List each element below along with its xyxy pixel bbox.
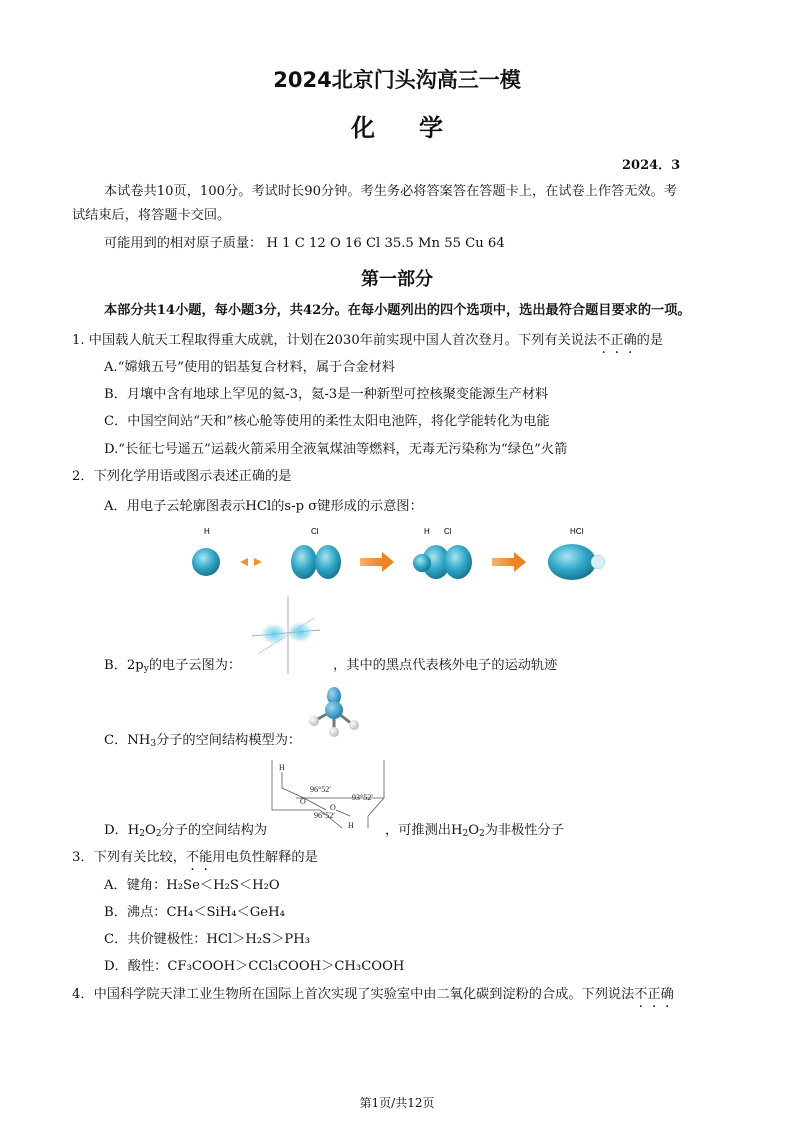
q2-d-suffix-2: 为非极性分子 xyxy=(484,823,564,838)
atomic-masses: 可能用到的相对原子质量： H 1 C 12 O 16 Cl 35.5 Mn 55 Cu 64 xyxy=(104,236,505,251)
q2-d-sub-3: 2 xyxy=(462,829,469,839)
q4-stem-emphasis xyxy=(634,987,674,1002)
emphasis-char-1: 能 xyxy=(199,850,213,865)
q1-stem-emphasis xyxy=(597,333,637,348)
q2-option-d xyxy=(104,821,564,841)
approach-arrows xyxy=(240,558,262,566)
q3-stem-a: 3．下列有关比较， xyxy=(72,850,186,865)
h2o2-angle-1: 96°52′ xyxy=(310,785,331,794)
q3-option-c: C．共价键极性：HCl＞H₂S＞PH₃ xyxy=(104,932,311,947)
h-label: H xyxy=(204,527,210,536)
h-atom-s-orbital xyxy=(192,527,220,576)
q4-stem xyxy=(72,985,674,1005)
q2-b-middle: 的电子云图为： xyxy=(148,658,242,673)
hcl-molecule-orbital xyxy=(548,527,605,580)
q2-d-prefix: D．H xyxy=(104,823,140,838)
part-heading: 第一部分 xyxy=(361,269,433,290)
q3-option-b: B．沸点：CH₄＜SiH₄＜GeH₄ xyxy=(104,905,285,920)
q1-option-d: D.“长征七号遥五”运载火箭采用全液氧煤油等燃料，无毒无污染称为“绿色”火箭 xyxy=(104,442,568,457)
emphasis-char-2: 确 xyxy=(660,987,674,1002)
overlap-orbitals xyxy=(413,527,472,579)
q2-option-b xyxy=(104,656,557,676)
q2-c-suffix: 分子的空间结构模型为： xyxy=(156,733,302,748)
h2o2-o-2: O xyxy=(330,803,336,812)
emphasis-char-0: 不 xyxy=(597,333,611,348)
q1-stem-a: 1. 中国载人航天工程取得重大成就，计划在2030年前实现中国人首次登月。下列有关说法 xyxy=(72,333,598,348)
emphasis-char-0: 不 xyxy=(185,850,200,865)
q1-stem-b: 的是 xyxy=(636,333,664,348)
arrow-1 xyxy=(360,552,394,572)
emphasis-char-1: 正 xyxy=(610,333,624,348)
q3-stem xyxy=(72,848,318,868)
cl-label: Cl xyxy=(311,527,319,536)
subject-title: 化学 xyxy=(351,114,487,142)
q2-option-a: A．用电子云轮廓图表示HCl的s-p σ键形成的示意图： xyxy=(104,499,423,514)
arrow-2 xyxy=(492,552,526,572)
q2-d-sub-2: 2 xyxy=(155,829,162,839)
intro-line-1: 本试卷共10页，100分。考试时长90分钟。考生务必将答案答在答题卡上，在试卷上作答无效。考 xyxy=(104,184,678,199)
intro-line-2: 试结束后，将答题卡交回。 xyxy=(72,208,231,223)
q2-stem: 2．下列化学用语或图示表述正确的是 xyxy=(72,469,292,484)
h2o2-angle-2: 96°52′ xyxy=(314,811,335,820)
q3-option-d: D．酸性：CF₃COOH＞CCl₃COOH＞CH₃COOH xyxy=(104,959,405,974)
q2-b-subscript: y xyxy=(143,664,149,674)
q2-d-o: O xyxy=(145,823,156,838)
h2o2-angle-3: 93°52′ xyxy=(352,793,373,802)
q1-option-c: C．中国空间站“天和”核心舱等使用的柔性太阳电池阵，将化学能转化为电能 xyxy=(104,414,550,429)
cl-atom-p-orbital xyxy=(291,527,341,579)
emphasis-char-2: 确 xyxy=(623,333,637,348)
h2o2-h-bottom: H xyxy=(348,821,354,830)
q3-option-a: A．键角：H₂Se＜H₂S＜H₂O xyxy=(104,878,280,893)
emphasis-char-0: 不 xyxy=(634,987,648,1002)
q1-option-b: B．月壤中含有地球上罕见的氦-3，氦-3是一种新型可控核聚变能源生产材料 xyxy=(104,387,549,402)
q2-c-prefix: C．NH xyxy=(104,733,151,748)
q2-d-middle: 分子的空间结构为 xyxy=(161,823,268,838)
q2-b-suffix: ，其中的黑点代表核外电子的运动轨迹 xyxy=(333,658,558,673)
emphasis-char-1: 正 xyxy=(647,987,661,1002)
q2-d-sub-4: 2 xyxy=(479,829,485,839)
cl-label-2: Cl xyxy=(444,527,452,536)
h-label-2: H xyxy=(424,527,430,536)
hcl-label: HCl xyxy=(570,527,584,536)
hcl-orbital-figure xyxy=(186,522,606,584)
q1-stem xyxy=(72,331,663,351)
h2o2-h-top: H xyxy=(279,763,285,772)
q3-stem-emphasis xyxy=(186,850,212,865)
part-instructions: 本部分共14小题，每小题3分，共42分。在每小题列出的四个选项中，选出最符合题目要求的一项。 xyxy=(104,303,691,318)
q3-stem-b: 用电负性解释的是 xyxy=(212,850,318,865)
q2-d-suffix-o: O xyxy=(468,823,480,838)
q2-b-prefix: B．2p xyxy=(104,658,144,673)
q2-c-subscript: 3 xyxy=(150,739,157,749)
exam-date: 2024．3 xyxy=(622,158,681,173)
q1-option-a: A.“嫦娥五号”使用的铝基复合材料，属于合金材料 xyxy=(104,360,395,375)
q2-option-c xyxy=(104,731,301,751)
exam-title: 2024北京门头沟高三一模 xyxy=(273,68,521,92)
q2-d-suffix-1: ，可推测出H xyxy=(385,823,463,838)
q2-d-sub-1: 2 xyxy=(139,829,145,839)
q4-stem-a: 4．中国科学院天津工业生物所在国际上首次实现了实验室中由二氧化碳到淀粉的合成。下列说法 xyxy=(72,987,635,1002)
h2o2-o-1: O xyxy=(300,797,306,806)
nh3-ball-stick-model xyxy=(300,686,366,740)
page-footer: 第1页/共12页 xyxy=(359,1096,435,1110)
